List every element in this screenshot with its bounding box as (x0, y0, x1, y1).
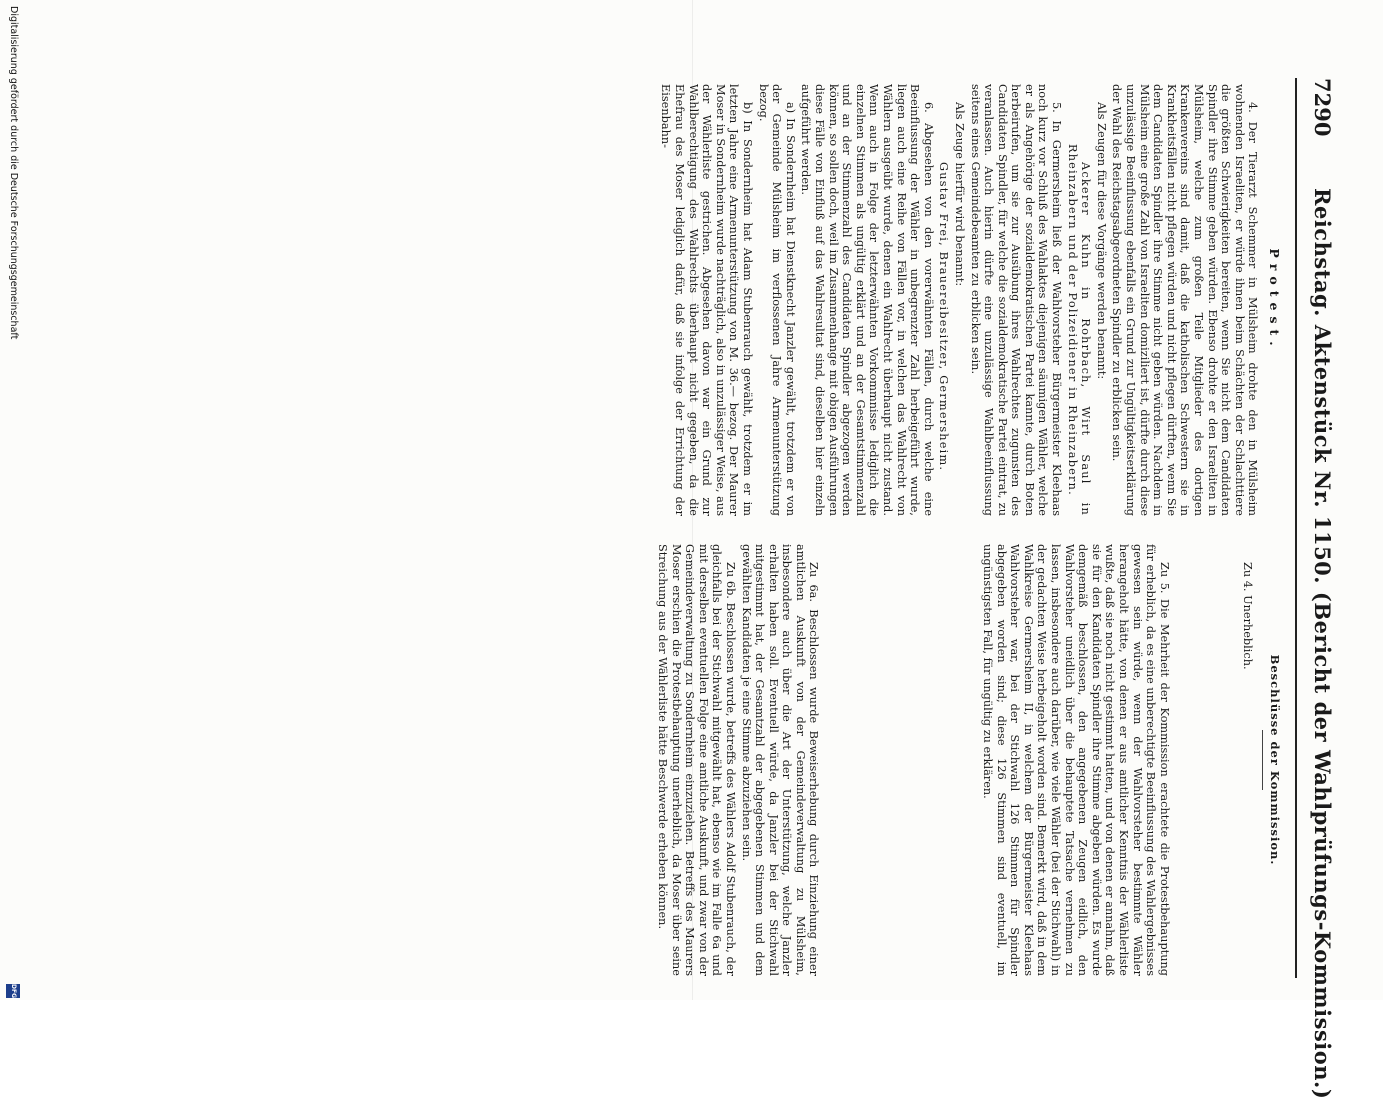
protest-item-6a: a) In Sondernheim hat Dienstknecht Janzler gewählt, trotzdem er von der Gemeinde Mülsheim im verflossenen Jahre Armenunterstützung bezog. (756, 84, 797, 516)
protest-item-6b: b) In Sondernheim hat Adam Stubenrauch gewählt, trotzdem er im letzten Jahre eine Armenunterstützung von M. 36.— bezog. Der Maurer Moser in Sondernheim wurde nachträglich, also in unzulässiger Weise, aus der Wählerliste gestrichen. Abgesehen davon war ein Grund zur Wahlberechtigung des Wahlrechts überhaupt nicht gegeben, da die Ehefrau des Moser lediglich dafür, daß sie infolge der Errichtung der Eisenbahn- (659, 84, 755, 516)
protest-column (53, 84, 1283, 516)
page-number: 7290 (1310, 78, 1335, 137)
dfg-logo: DFG (6, 984, 20, 998)
protest-item-6: 6. Abgesehen von den vorerwähnten Fällen, durch welche eine Beeinflussung der Wähler in unbegrenzter Zahl herbeigeführt wurde, liegen auch eine Reihe von Fällen vor, in welchen das Wahlrecht von Wählern ausgeübt wurde, denen ein Wahlrecht überhaupt nicht zustand. Wenn auch in Folge der letzterwähnten Vorkommnisse lediglich die einzelnen Stimmen als ungültig erklärt und an der Gesamtstimmenzahl und an der Stimmenzahl des Candidaten Spindler abgezogen werden können, so sollen doch, weil im Zusammenhange mit obigen Ausführungen diese Fälle von Einfluß auf das Wahlresultat sind, dieselben hier einzeln aufgeführt werden. (799, 84, 935, 516)
protest-heading: Protest. (1267, 248, 1282, 352)
protest-item-4: 4. Der Tierarzt Schemmer in Mülsheim drohte den in Mülsheim wohnenden Israeliten, er würde ihnen beim Schächten der Schlachttiere die größten Schwierigkeiten bereiten, wenn Sie nicht dem Candidaten Spindler ihre Stimme geben würden. Ebenso drohte er den Israeliten in Mülsheim, welche zum großen Teile Mitglieder des dortigen Krankenvereins sind damit, daß die katholischen Schwestern sie in Krankheitsfällen nicht pflegen würden und nicht pflegen dürften, wenn Sie dem Candidaten Spindler ihre Stimme nicht geben würden. Nachdem in Mülsheim eine große Zahl von Israeliten domiziliert ist, dürfte durch diese unzulässige Beeinflussung ebenfalls ein Grund zur Ungültigkeitserklärung der Wahl des Reichstagsabgeordneten Spindler zu erblicken sein. (1110, 84, 1260, 516)
commission-column (53, 544, 1283, 976)
heading-rule (1262, 730, 1263, 790)
resolution-4: Zu 4. Unerheblich. (1241, 562, 1255, 670)
witnesses-4: Ackerer Kuhn in Rohrbach, Wirt Saul in Rheinzabern und der Polizeidiener in Rheinzabern. (1065, 144, 1093, 516)
header-rule (1295, 78, 1297, 978)
resolution-6b: Zu 6b. Beschlossen wurde, betreffs des Wählers Adolf Stubenrauch, der gleichfalls bei der Stichwahl mitgewählt hat, ebenso wie im Falle 6a und mit derselben eventuellen Folge eine amtliche Auskunft, und zwar von der Gemeindeverwaltung zu Sondernheim einzuziehen. Betreffs des Maurers Moser erschien die Protestbehauptung unerheblich, da Moser über seine Streichung aus der Wählerliste hätte Beschwerde erheben können. (655, 544, 737, 976)
witness-5: Gustav Frei, Brauereibesitzer, Germersheim. (937, 162, 951, 472)
page-header (1295, 78, 1335, 1099)
page-title: Reichstag. Aktenstück Nr. 1150. (Bericht der Wahlprüfungs-Kommission.) (1310, 188, 1335, 1099)
resolution-5: Zu 5. Die Mehrheit der Kommission erachtete die Protestbehauptung für erheblich, da es eine unberechtigte Beeinflussung des Wahlergebnisses gewesen sein würde, wenn der Wahlvorsteher bestimmte Wähler herangeholt hätte, von denen er aus amtlicher Kenntnis der Wählerliste wußte, daß sie noch nicht gestimmt hatten, und von denen er annahm, daß sie für den Kandidaten Spindler ihre Stimme abgeben würden. Es wurde demgemäß beschlossen, den angegebenen Zeugen eidlich, den Wahlvorsteher uneidlich über die behauptete Tatsache vernehmen zu lassen, insbesondere auch darüber, wie viele Wähler (bei der Stichwahl) in der gedachten Weise herbeigeholt worden sind. Bemerkt wird, daß in dem Wahlkreise Germersheim II, in welchem der Bürgermeister Kleehaas Wahlvorsteher war, bei der Stichwahl 126 Stimmen für Spindler abgegeben worden sind; diese 126 Stimmen sind eventuell, im ungünstigsten Fall, für ungültig zu erklären. (981, 544, 1171, 976)
witness-intro-5: Als Zeuge hierfür wird benannt: (952, 102, 966, 287)
commission-heading: Beschlüsse der Kommission. (1268, 654, 1282, 866)
digitization-credit: Digitalisierung gefördert durch die Deutsche Forschungsgemeinschaft (8, 6, 19, 340)
protest-item-5: 5. In Germersheim ließ der Wahlvorsteher Bürgermeister Kleehaas noch kurz vor Schluß des Wahlaktes diejenigen säumigen Wähler, welche er als Angehörige der sozialdemokratischen Partei kannte, durch Boten herbeirufen, um sie zur Ausübung ihres Wahlrechtes zugunsten des Candidaten Spindler, für welche die sozialdemokratische Partei eintrat, zu veranlassen. Auch hierin dürfte eine unzulässige Wahlbeeinflussung seitens eines Gemeindebeamten zu erblicken sein. (968, 84, 1064, 516)
digitization-footer (0, 0, 22, 1000)
witness-intro-4: Als Zeugen für diese Vorgänge werden benannt: (1094, 102, 1108, 380)
resolution-6a: Zu 6a. Beschlossen wurde Beweiserhebung durch Einziehung einer amtlichen Auskunft von der Gemeindeverwaltung zu Mülsheim, insbesondere auch über die Art der Unterstützung, welche Janzler erhalten haben soll. Eventuell würde, da Janzler bei der Stichwahl mitgestimmt hat, der Gesamtzahl der abgegebenen Stimmen und dem gewählten Kandidaten je eine Stimme abzuziehen sein. (739, 544, 821, 976)
